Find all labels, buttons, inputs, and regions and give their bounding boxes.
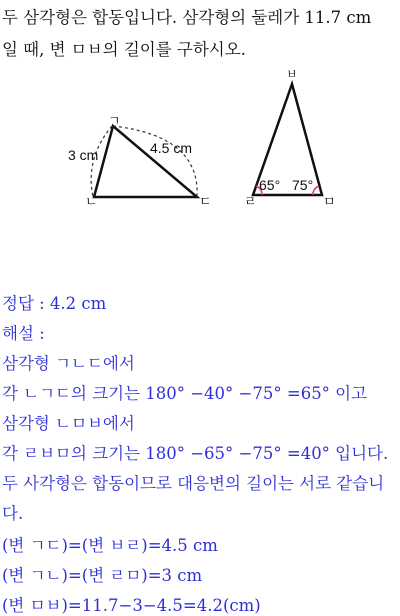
explanation-line: 삼각형 ㄴㅁㅂ에서 [2,414,135,433]
vertex-label: ㄹ [244,194,257,209]
triangle-figure [0,70,400,210]
question-line-2: 일 때, 변 ㅁㅂ의 길이를 구하시오. [2,40,246,59]
explanation-line: 각 ㄹㅂㅁ의 크기는 180° −65° −75° =40° 입니다. [2,444,389,463]
angle-label: 65° [259,177,281,193]
explanation-line: (변 ㅁㅂ)=11.7−3−4.5=4.2(cm) [2,596,261,615]
angle-label: 75° [292,177,314,193]
vertex-label: ㄴ [85,194,98,209]
explanation-line: (변 ㄱㄴ)=(변 ㄹㅁ)=3 cm [2,566,203,585]
explanation-line: 각 ㄴㄱㄷ의 크기는 180° −40° −75° =65° 이고 [2,384,368,403]
question-line-1: 두 삼각형은 합동입니다. 삼각형의 둘레가 11.7 cm [2,8,372,27]
explanation-line: (변 ㄱㄷ)=(변 ㅂㄹ)=4.5 cm [2,536,218,555]
vertex-label: ㅂ [286,70,298,81]
side-label: 3 cm [68,147,99,163]
explanation-line: 두 사각형은 합동이므로 대응변의 길이는 서로 같습니 [2,474,385,493]
explanation-line: 다. [2,504,24,523]
answer-line: 정답 : 4.2 cm [2,294,107,313]
triangle-right [244,70,336,209]
triangle-left [68,113,212,209]
vertex-label: ㄷ [199,194,212,209]
side-label: 4.5 cm [150,140,193,156]
vertex-label: ㅁ [323,194,336,209]
vertex-label: ㄱ [108,113,121,128]
explanation-heading: 해설 : [2,324,45,343]
explanation-line: 삼각형 ㄱㄴㄷ에서 [2,354,135,373]
